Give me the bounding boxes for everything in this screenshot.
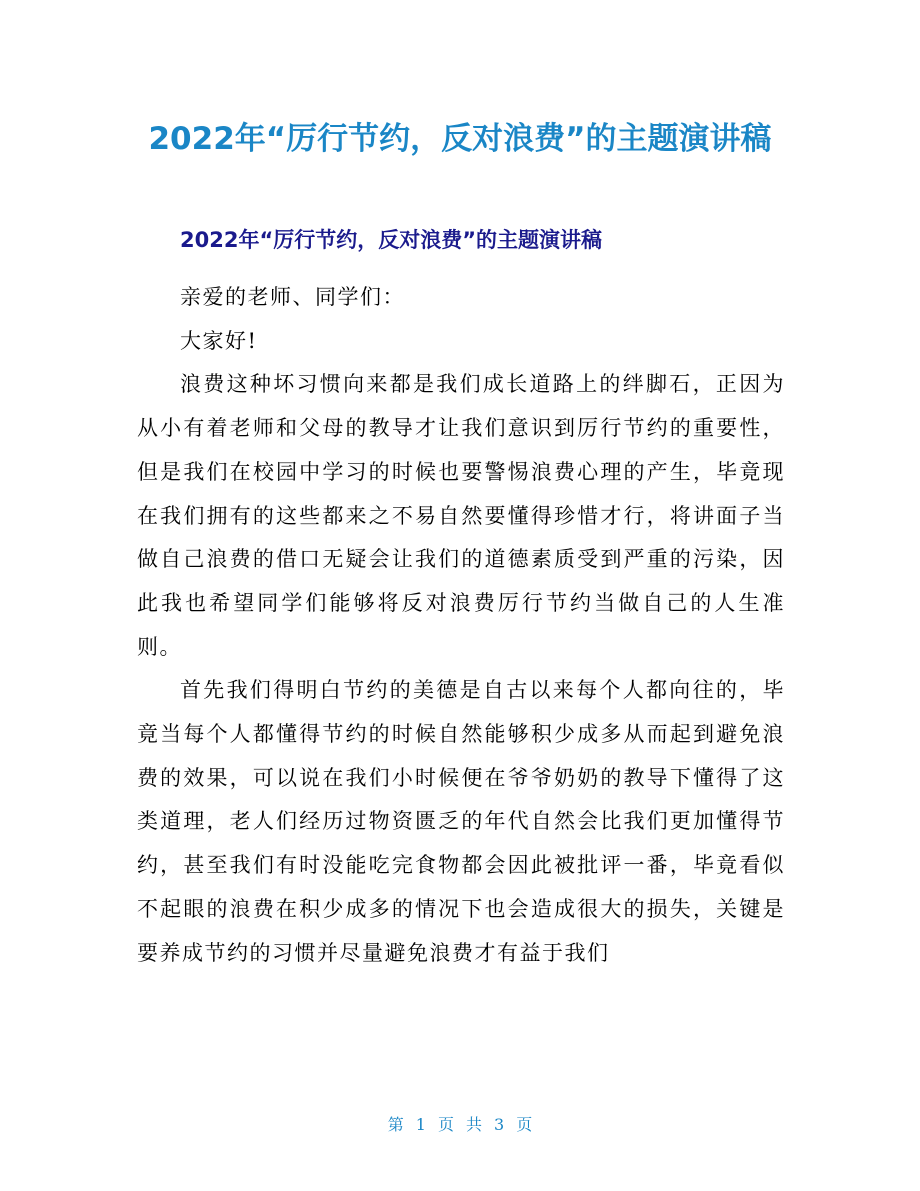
footer-current-page: 1	[415, 1115, 426, 1134]
footer-page-suffix: 页	[516, 1115, 533, 1134]
document-body	[137, 276, 785, 975]
salutation-paragraph: 亲爱的老师、同学们：	[180, 285, 405, 309]
footer-page-mid: 页	[437, 1115, 454, 1134]
section-heading: 2022年“厉行节约，反对浪费”的主题演讲稿	[180, 228, 603, 252]
footer-total-prefix: 共	[466, 1115, 483, 1134]
footer-total-pages: 3	[494, 1115, 505, 1134]
page-title: 2022年“厉行节约，反对浪费”的主题演讲稿	[148, 121, 772, 157]
body-paragraph: 浪费这种坏习惯向来都是我们成长道路上的绊脚石，正因为从小有着老师和父母的教导才让我们意识到厉行节约的重要性，但是我们在校园中学习的时候也要警惕浪费心理的产生，毕竟现在我们拥有的这些都来之不易自然要懂得珍惜才行，将讲面子当做自己浪费的借口无疑会让我们的道德素质受到严重的污染，因此我也希望同学们能够将反对浪费厉行节约当做自己的人生准则。	[137, 372, 785, 659]
page-footer	[0, 1112, 920, 1138]
greeting-paragraph: 大家好!	[180, 328, 258, 353]
body-paragraph: 首先我们得明白节约的美德是自古以来每个人都向往的，毕竟当每个人都懂得节约的时候自然能够积少成多从而起到避免浪费的效果，可以说在我们小时候便在爷爷奶奶的教导下懂得了这类道理，老人们经历过物资匮乏的年代自然会比我们更加懂得节约，甚至我们有时没能吃完食物都会因此被批评一番，毕竟看似不起眼的浪费在积少成多的情况下也会造成很大的损失，关键是要养成节约的习惯并尽量避免浪费才有益于我们	[137, 678, 785, 965]
footer-page-prefix: 第	[387, 1115, 404, 1134]
